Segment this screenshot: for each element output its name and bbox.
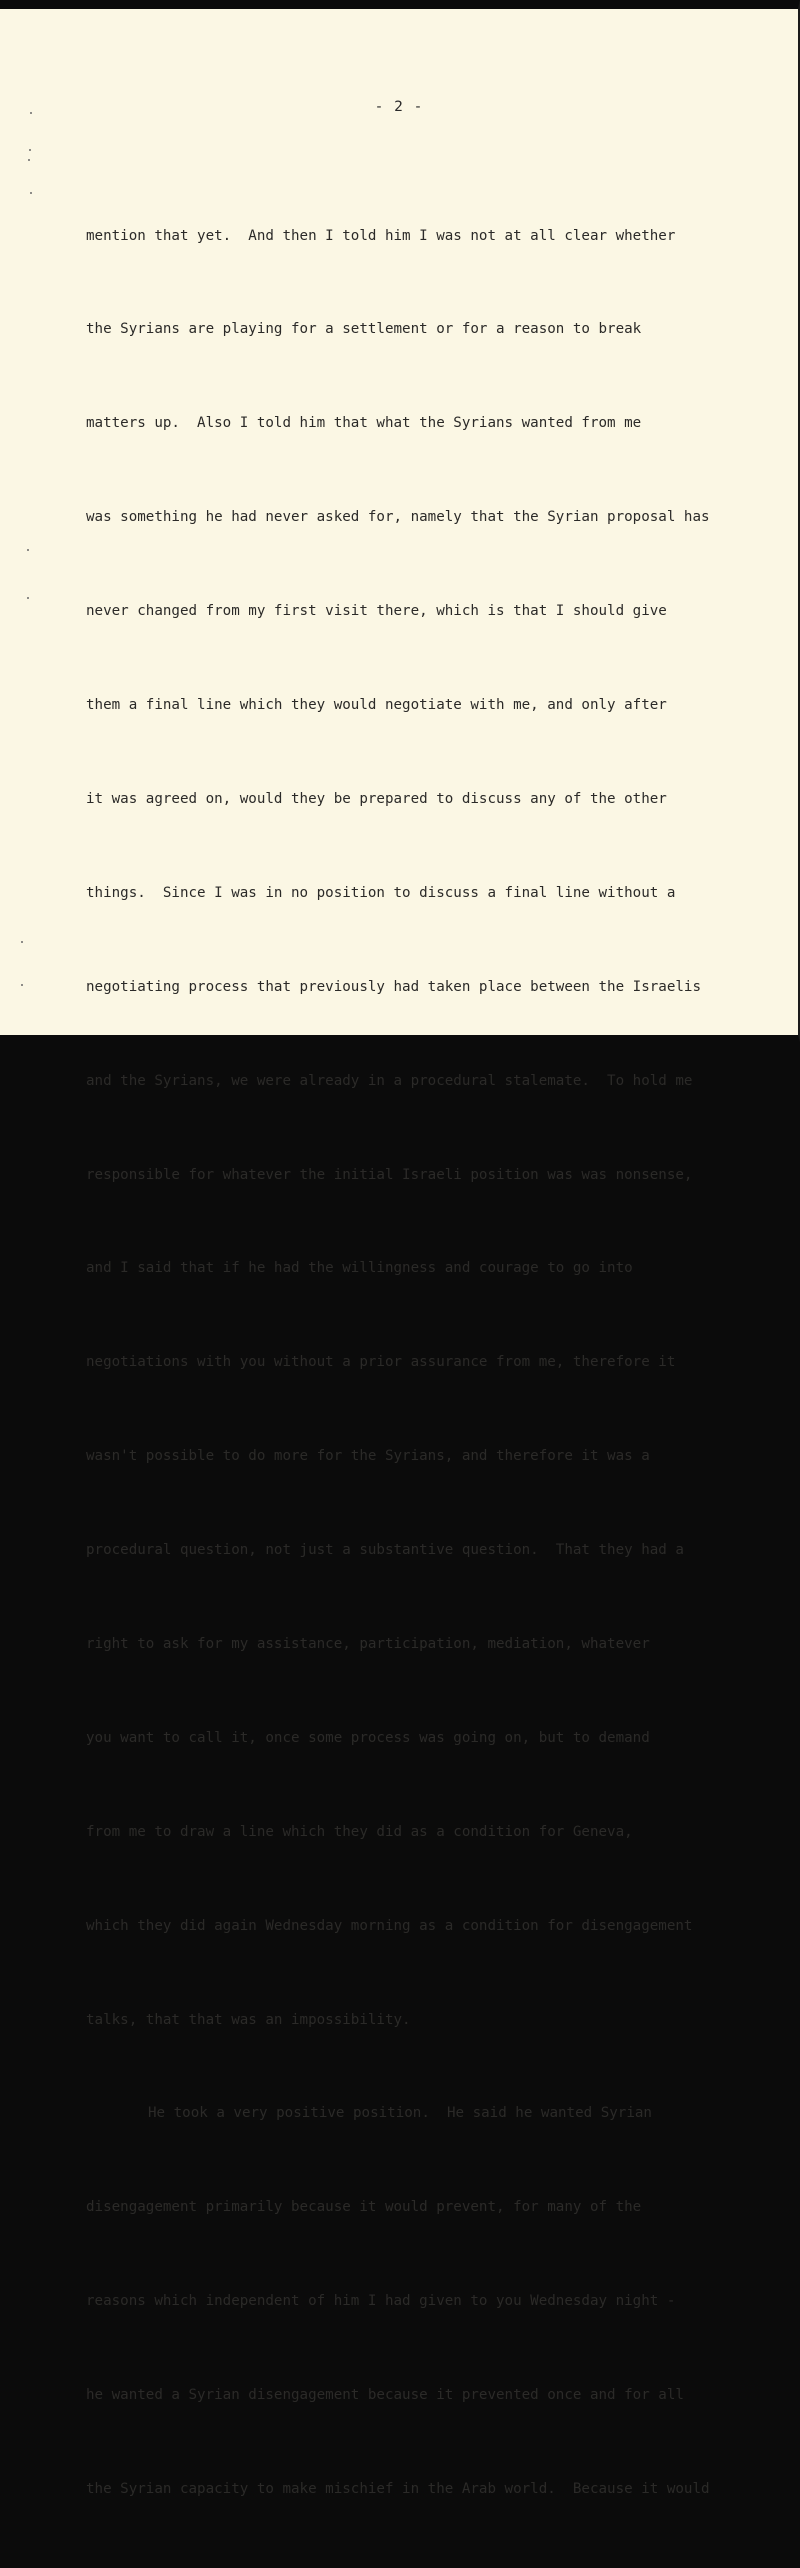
text-line: negotiating process that previously had taken place between the Israelis (86, 978, 701, 995)
paragraph-start-line: He took a very positive position. He said he wanted Syrian (148, 2105, 652, 2122)
text-line: wasn't possible to do more for the Syrians, and therefore it was a (86, 1448, 650, 1465)
text-line: and I said that if he had the willingness and courage to go into (86, 1260, 633, 1277)
text-line: which they did again Wednesday morning as a condition for disengagement (86, 1917, 693, 1934)
scan-speck (28, 159, 30, 161)
text-line: you want to call it, once some process was going on, but to demand (86, 1729, 650, 1746)
text-line: never changed from my first visit there, which is that I should give (86, 603, 667, 620)
text-line: talks, that that was an impossibility. (86, 2011, 411, 2028)
scan-speck (29, 149, 31, 151)
scan-speck (27, 549, 29, 551)
text-line: disengagement primarily because it would prevent, for many of the (86, 2199, 642, 2216)
text-line: matters up. Also I told him that what the Syrians wanted from me (86, 415, 642, 432)
body-text (86, 158, 786, 2568)
text-line: things. Since I was in no position to discuss a final line without a (86, 884, 676, 901)
text-line: negotiations with you without a prior assurance from me, therefore it (86, 1354, 676, 1371)
text-line: it was agreed on, would they be prepared to discuss any of the other (86, 790, 667, 807)
scan-speck (21, 941, 23, 943)
text-line: the Syrian capacity to make mischief in the Arab world. Because it would (86, 2480, 710, 2497)
page-number: - 2 - (374, 99, 424, 115)
text-line: the Syrians are playing for a settlement or for a reason to break (86, 321, 642, 338)
text-line: reasons which independent of him I had given to you Wednesday night - (86, 2293, 676, 2310)
text-line: procedural question, not just a substantive question. That they had a (86, 1542, 684, 1559)
text-line: right to ask for my assistance, participation, mediation, whatever (86, 1635, 650, 1652)
text-line: responsible for whatever the initial Israeli position was was nonsense, (86, 1166, 693, 1183)
scan-speck (27, 597, 29, 599)
scan-speck (30, 192, 32, 194)
text-line: mention that yet. And then I told him I was not at all clear whether (86, 227, 676, 244)
scan-speck (21, 984, 23, 986)
text-line: from me to draw a line which they did as a condition for Geneva, (86, 1823, 633, 1840)
text-line: he wanted a Syrian disengagement because it prevented once and for all (86, 2387, 684, 2404)
text-line: and the Syrians, we were already in a procedural stalemate. To hold me (86, 1072, 693, 1089)
text-line: was something he had never asked for, namely that the Syrian proposal has (86, 509, 710, 526)
text-line: them a final line which they would negotiate with me, and only after (86, 697, 667, 714)
